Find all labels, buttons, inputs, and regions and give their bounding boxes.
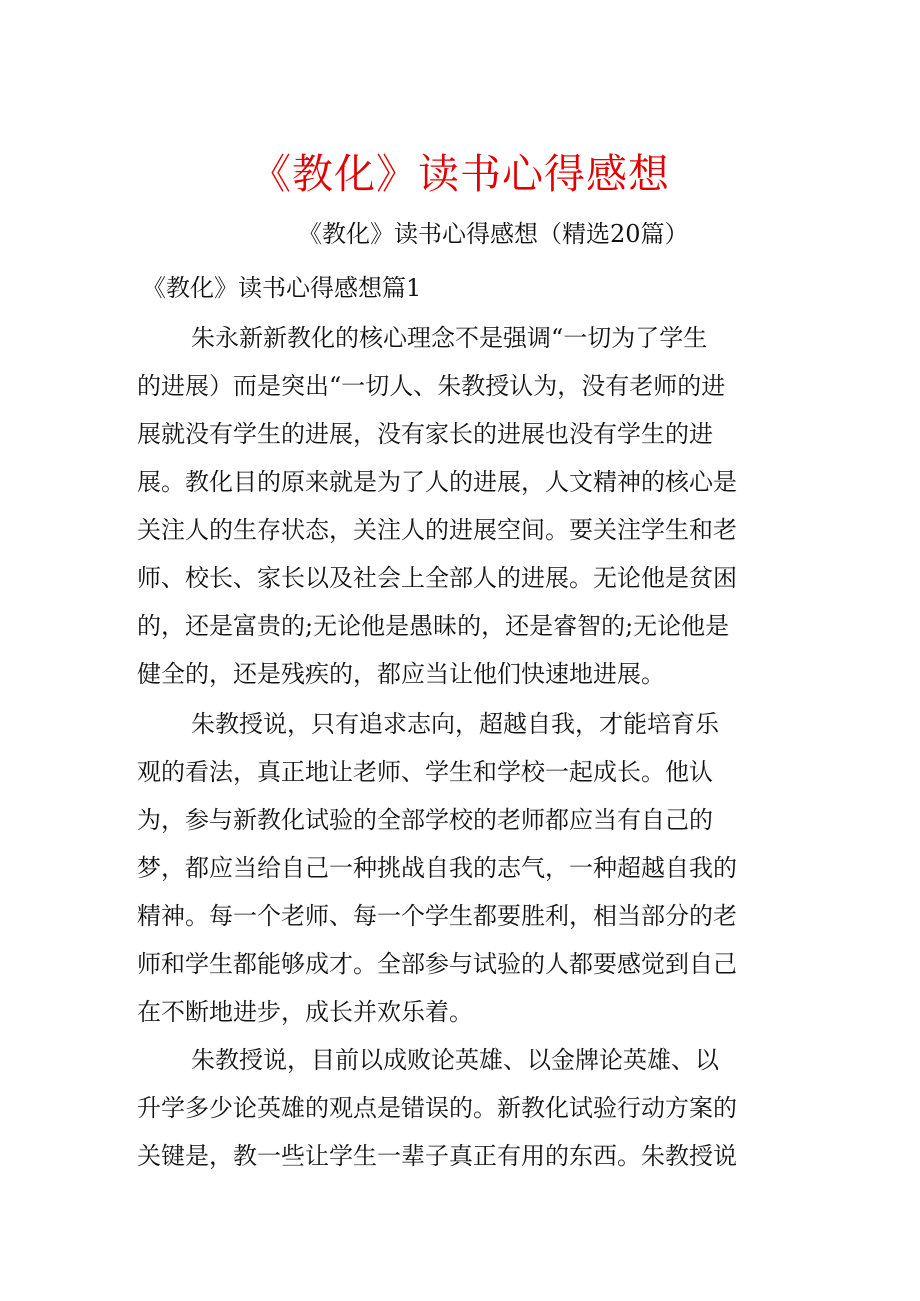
paragraph-line: 为，参与新教化试验的全部学校的老师都应当有自己的 [137,806,713,834]
paragraph-line: 梦，都应当给自己一种挑战自我的志气，一种超越自我的 [137,854,737,882]
paragraph-1 [137,314,797,698]
paragraph-line: 师和学生都能够成才。全部参与试验的人都要感觉到自己 [137,950,737,978]
paragraph-line: 朱教授说，只有追求志向，超越自我，才能培育乐 [191,710,719,738]
paragraph-line: 的进展）而是突出“一切人、朱教授认为，没有老师的进 [137,372,726,400]
paragraph-line: 师、校长、家长以及社会上全部人的进展。无论他是贫困 [137,564,737,592]
paragraph-line: 观的看法，真正地让老师、学生和学校一起成长。他认 [137,758,713,786]
paragraph-line: 升学多少论英雄的观点是错误的。新教化试验行动方案的 [137,1094,737,1122]
paragraph-line: 在不断地进步，成长并欢乐着。 [137,998,473,1026]
paragraph-line: 展。教化目的原来就是为了人的进展，人文精神的核心是 [137,468,737,496]
paragraph-line: 关键是，教一些让学生一辈子真正有用的东西。朱教授说 [137,1142,737,1170]
paragraph-line: 精神。每一个老师、每一个学生都要胜利，相当部分的老 [137,902,737,930]
paragraph-line: 的，还是富贵的;无论他是愚昧的，还是睿智的;无论他是 [137,612,730,640]
section-heading: 《教化》读书心得感想篇1 [142,274,422,302]
paragraph-line: 展就没有学生的进展，没有家长的进展也没有学生的进 [137,420,713,448]
paragraph-3 [137,1036,797,1180]
paragraph-line: 关注人的生存状态，关注人的进展空间。要关注学生和老 [137,516,737,544]
paragraph-line: 健全的，还是残疾的，都应当让他们快速地进展。 [137,660,665,688]
paragraph-line: 朱永新新教化的核心理念不是强调“一切为了学生 [191,324,708,352]
document-title: 《教化》读书心得感想 [250,150,670,198]
paragraph-line: 朱教授说，目前以成败论英雄、以金牌论英雄、以 [191,1046,719,1074]
document-subtitle: 《教化》读书心得感想（精选20篇） [298,220,689,248]
paragraph-2 [137,700,797,1036]
